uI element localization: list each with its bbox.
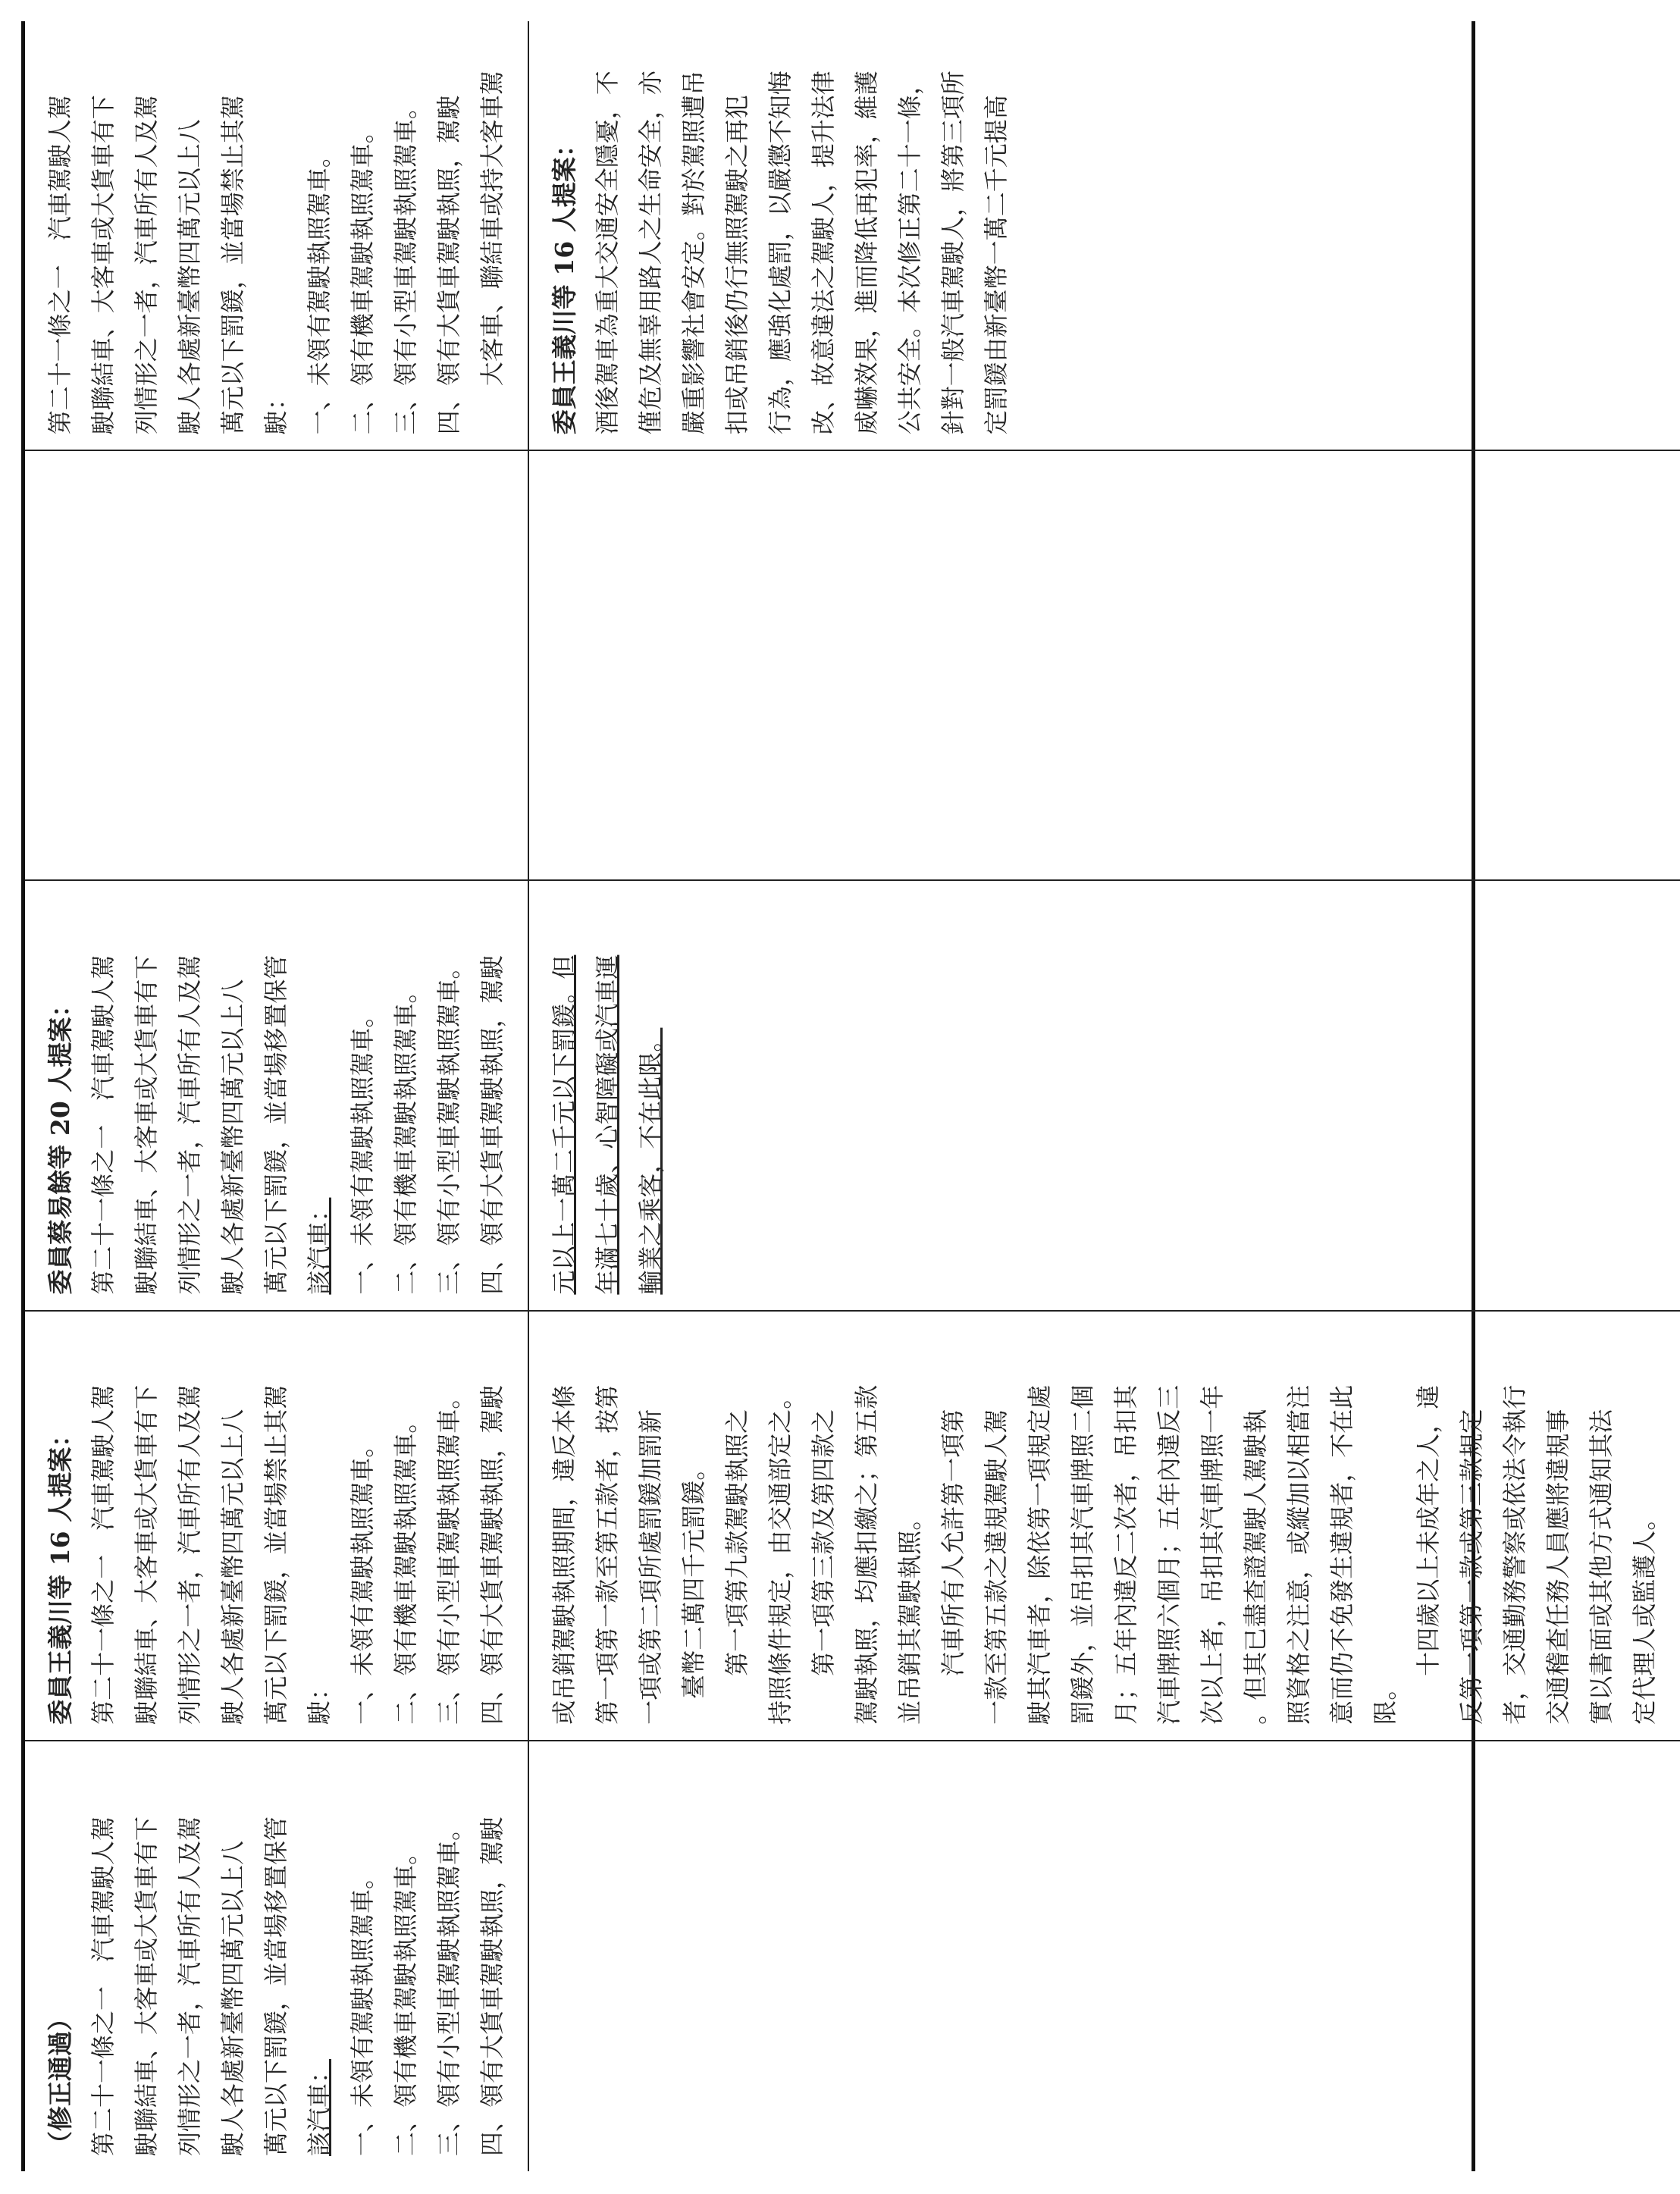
cell-line: 駛人各處新臺幣四萬元以上八	[218, 1409, 247, 1725]
cell-line: 元以上一萬二千元以下罰鍰。但	[550, 954, 578, 1295]
cell-line: 者，交通勤務警察或依法令執行	[1500, 1384, 1529, 1725]
cell-line: 大客車、聯結車或持大客車駕	[478, 71, 506, 435]
cell-line: 列情形之一者，汽車所有人及駕	[175, 954, 204, 1295]
cell-heading: 委員蔡易餘等 20 人提案：	[45, 992, 75, 1295]
cell-line: 四、領有大貨車駕駛執照，駕駛	[478, 1816, 506, 2156]
cell-line: 三、領有小型車駕駛執照駕車。	[434, 1816, 463, 2156]
cell-line: 一、未領有駕駛執照駕車。	[348, 1864, 377, 2156]
comparison-table	[21, 21, 1659, 2171]
cell-line: 威嚇效果，進而降低再犯率，維護	[852, 71, 881, 435]
cell-line: 行為，應強化處罰，以嚴懲不知悔	[766, 71, 795, 435]
cell-line: 嚴重影響社會安定。對於駕照遭吊	[679, 71, 708, 435]
cell-line: 二、領有機車駕駛執照駕車。	[391, 1840, 420, 2156]
cell-line: 僅危及無辜用路人之生命安全，亦	[636, 71, 665, 435]
cell-line: 四、領有大貨車駕駛執照，駕駛	[478, 1384, 506, 1725]
cell-empty	[529, 451, 1680, 881]
cell-line: 列情形之一者，汽車所有人及駕	[132, 95, 161, 435]
cell-proposal-tsai-continued	[529, 881, 1680, 1311]
cell-line: 第二十一條之一 汽車駕駛人駕	[89, 1384, 118, 1725]
cell-line: 針對一般汽車駕駛人，將第三項所	[939, 71, 967, 435]
cell-line: 駛人各處新臺幣四萬元以上八	[218, 1840, 247, 2156]
cell-line: 一、未領有駕駛執照駕車。	[348, 1003, 377, 1295]
cell-line: 駛聯結車、大客車或大貨車有下	[132, 954, 161, 1295]
cell-line: 十四歲以上未成年之人，違	[1414, 1384, 1443, 1676]
cell-line: 萬元以下罰鍰，並當場禁止其駕	[262, 1384, 290, 1725]
cell-line: 公共安全。本次修正第二十一條，	[895, 71, 924, 435]
cell-line: 列情形之一者，汽車所有人及駕	[175, 1816, 204, 2156]
cell-line: 定罰鍰由新臺幣一萬二千元提高	[982, 95, 1011, 435]
cell-line: 駛：	[305, 1675, 334, 1725]
cell-line: 駛其汽車者，除依第一項規定處	[1025, 1384, 1054, 1725]
cell-heading: 委員王義川等 16 人提案：	[45, 1421, 75, 1725]
cell-line: 第二十一條之一 汽車駕駛人駕	[89, 1816, 118, 2156]
cell-line: 第二十一條之一 汽車駕駛人駕	[45, 95, 74, 435]
cell-empty	[529, 1741, 1680, 2171]
cell-line: 駕駛執照，均應扣繳之；第五款	[852, 1384, 881, 1725]
cell-heading: 委員王義川等 16 人提案：	[550, 132, 579, 435]
cell-passed-amendment	[25, 1741, 529, 2171]
cell-line: 三、領有小型車駕駛執照駕車。	[434, 1384, 463, 1725]
cell-line: 次以上者，吊扣其汽車牌照一年	[1198, 1384, 1227, 1725]
cell-current-law	[25, 21, 529, 451]
cell-line: 四、領有大貨車駕駛執照，駕駛	[478, 954, 506, 1295]
cell-line: 二、領有機車駕駛執照駕車。	[391, 979, 420, 1295]
cell-line: 列情形之一者，汽車所有人及駕	[175, 1384, 204, 1725]
cell-line: 汽車所有人允許第一項第	[939, 1409, 967, 1676]
cell-line: 駛人各處新臺幣四萬元以上八	[175, 119, 204, 435]
cell-line: 交通稽查任務人員應將違規事	[1544, 1409, 1572, 1725]
cell-line: 月；五年內違反二次者，吊扣其	[1111, 1384, 1140, 1725]
cell-line: 萬元以下罰鍰，並當場禁止其駕	[218, 95, 247, 435]
cell-line: 萬元以下罰鍰，並當場移置保管	[262, 954, 290, 1295]
cell-line: 第二十一條之一 汽車駕駛人駕	[89, 954, 118, 1295]
cell-heading: （修正通過）	[45, 2006, 75, 2156]
cell-line: 一款至第五款之違規駕駛人駕	[982, 1409, 1011, 1725]
cell-line: 第一項第一款至第五款者，按第	[593, 1384, 622, 1725]
cell-line: 萬元以下罰鍰，並當場移置保管	[262, 1816, 290, 2156]
cell-line: 或吊銷駕駛執照期間，違反本條	[550, 1384, 578, 1725]
cell-line: 該汽車：	[305, 1197, 334, 1295]
cell-line: 汽車牌照六個月；五年內違反三	[1155, 1384, 1183, 1725]
cell-line: 駛人各處新臺幣四萬元以上八	[218, 979, 247, 1295]
cell-line: 意而仍不免發生違規者，不在此	[1327, 1384, 1356, 1725]
cell-line: 三、領有小型車駕駛執照駕車。	[434, 954, 463, 1295]
cell-line: 二、領有機車駕駛執照駕車。	[391, 1409, 420, 1725]
cell-line: 一項或第二項所處罰鍰加罰新	[636, 1409, 665, 1725]
cell-line: 第一項第九款駕駛執照之	[722, 1409, 751, 1676]
cell-line: 第一項第三款及第四款之	[809, 1409, 838, 1676]
cell-line: 反第一項第一款或第三款規定	[1457, 1409, 1486, 1725]
cell-empty	[25, 451, 529, 881]
cell-line: 駛聯結車、大客車或大貨車有下	[132, 1816, 161, 2156]
cell-line: 一、未領有駕駛執照駕車。	[348, 1433, 377, 1725]
cell-line: 輸業之乘客，不在此限。	[636, 1027, 665, 1295]
cell-line: 年滿七十歲、心智障礙或汽車運	[593, 954, 622, 1295]
cell-line: 實以書面或其他方式通知其法	[1587, 1409, 1616, 1725]
cell-line: 限。	[1371, 1675, 1399, 1725]
cell-explanation	[529, 21, 1680, 451]
cell-line: 臺幣二萬四千元罰鍰。	[679, 1456, 708, 1699]
cell-line: 四、領有大貨車駕駛執照，駕駛	[434, 95, 463, 435]
cell-line: 駛：	[262, 386, 290, 435]
cell-line: 持照條件規定，由交通部定之。	[766, 1384, 795, 1725]
cell-line: 定代理人或監護人。	[1630, 1506, 1659, 1725]
cell-line: 一、未領有駕駛執照駕車。	[305, 143, 334, 435]
cell-proposal-wang-continued	[529, 1312, 1680, 1741]
cell-proposal-wang	[25, 1312, 529, 1741]
cell-line: 扣或吊銷後仍行無照駕駛之再犯	[722, 95, 751, 435]
cell-line: 照資格之注意，或縱加以相當注	[1284, 1384, 1313, 1725]
cell-line: 三、領有小型車駕駛執照駕車。	[391, 95, 420, 435]
cell-line: 駛聯結車、大客車或大貨車有下	[132, 1384, 161, 1725]
cell-line: 駛聯結車、大客車或大貨車有下	[89, 95, 118, 435]
cell-line: 二、領有機車駕駛執照駕車。	[348, 119, 377, 435]
cell-line: 酒後駕車為重大交通安全隱憂，不	[593, 71, 622, 435]
cell-line: 罰鍰外，並吊扣其汽車牌照二個	[1068, 1384, 1097, 1725]
cell-line: 。但其已盡查證駕駛人駕駛執	[1241, 1409, 1270, 1725]
cell-line: 改、故意違法之駕駛人，提升法律	[809, 71, 838, 435]
cell-line: 並吊銷其駕駛執照。	[895, 1506, 924, 1725]
cell-proposal-tsai	[25, 881, 529, 1311]
cell-line: 該汽車：	[305, 2058, 334, 2156]
